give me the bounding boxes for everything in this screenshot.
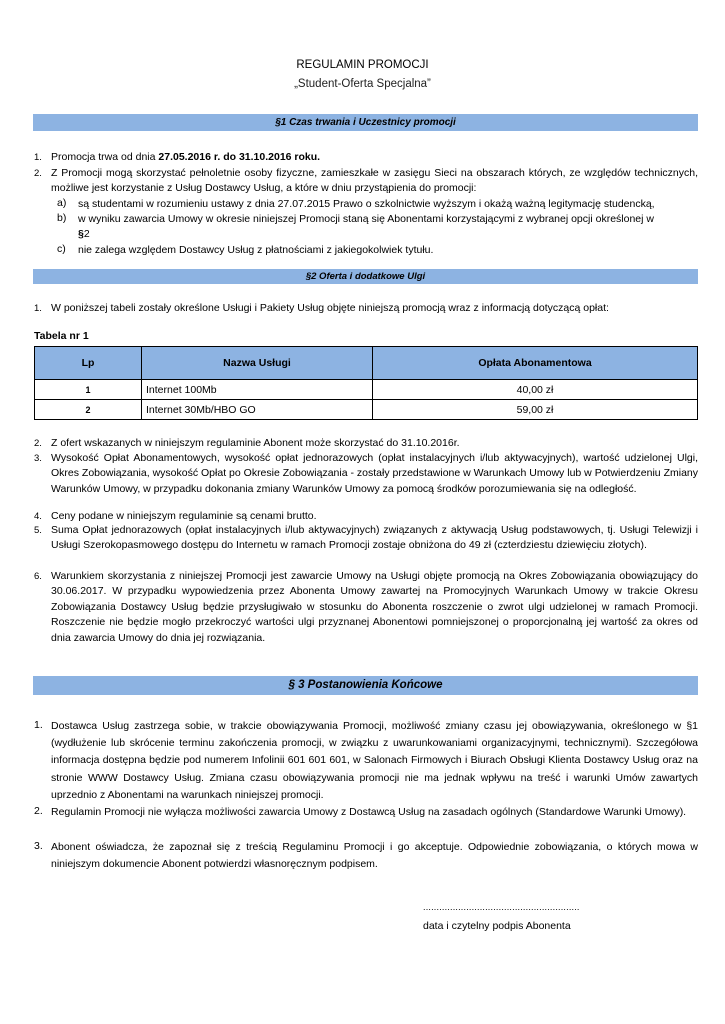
- table-cell-fee: 40,00 zł: [373, 380, 698, 400]
- column-header-fee: Opłata Abonamentowa: [373, 347, 698, 380]
- table-row: [35, 380, 698, 400]
- s1-item1-text: Promocja trwa od dnia 27.05.2016 r. do 31.10.2016 roku.: [51, 151, 321, 163]
- table-cell-lp: 2: [35, 400, 142, 420]
- column-header-lp: Lp: [35, 347, 142, 380]
- s2-item1-text: W poniższej tabeli zostały określone Usługi i Pakiety Usług objęte niniejszą promocją wraz z informacją dotyczącą opłat:: [51, 302, 609, 314]
- services-table: [34, 346, 698, 420]
- s2-item2-number: 2.: [34, 438, 42, 449]
- s3-item1-number: 1.: [34, 719, 43, 731]
- s1-item2-text: Z Promocji mogą skorzystać pełnoletnie osoby fizyczne, zamieszkałe w zasięgu Sieci na obszarach których, ze względów technicznych, możliwe jest korzystanie z Usług Dostawcy Usług, a które w dniu przystąpienia do promocji:: [51, 167, 698, 195]
- section2-heading: §2 Oferta i dodatkowe Ulgi: [33, 269, 698, 284]
- document-title: REGULAMIN PROMOCJI: [296, 59, 429, 71]
- s2-item3-number: 3.: [34, 453, 42, 464]
- s2-item4-text: Ceny podane w niniejszym regulaminie są cenami brutto.: [51, 510, 317, 522]
- s2-item4-number: 4.: [34, 511, 42, 522]
- table-cell-service: Internet 100Mb: [142, 380, 373, 400]
- s1-sub-b-letter: b): [57, 212, 67, 224]
- s2-item5-text: Suma Opłat jednorazowych (opłat instalacyjnych i/lub aktywacyjnych) związanych z aktywacją Usług podstawowych, tj. Usługi Telewizji i Usługi Szerokopasmowego dostępu do Internetu w ramach Promocji zostaje obniżona do 49 zł (czterdziestu dziewięciu złotych).: [51, 524, 698, 552]
- s2-item1-number: 1.: [34, 303, 42, 314]
- table-label: Tabela nr 1: [34, 330, 89, 342]
- s2-item6-number: 6.: [34, 571, 42, 582]
- s3-item1-text: Dostawca Usług zastrzega sobie, w trakcie obowiązywania Promocji, możliwość zmiany czasu jej obowiązywania, określonego w §1 (wydłużenie lub skrócenie terminu zakończenia promocji, w związku z uwarunkowaniami organizacyjnymi, technicznymi). Szczegółowa informacja dostępna będzie pod numerem Infolinii 601 601 601, w Salonach Firmowych i Biurach Obsługi Klienta Dostawcy Usług oraz na stronie WWW Dostawcy Usług. Zmiana czasu obowiązywania promocji nie ma jednak wpływu na treść i warunki Umów zawartych uprzednio z Abonentami na warunkach niniejszej promocji.: [51, 720, 698, 801]
- section1-heading: §1 Czas trwania i Uczestnicy promocji: [33, 114, 698, 131]
- s2-item5-number: 5.: [34, 525, 42, 536]
- document-subtitle: „Student-Oferta Specjalna”: [294, 78, 431, 90]
- table-cell-fee: 59,00 zł: [373, 400, 698, 420]
- s2-item6-text: Warunkiem skorzystania z niniejszej Promocji jest zawarcie Umowy na Usługi objęte promocją na Okres Zobowiązania obowiązujący do 30.06.2017. W przypadku wypowiedzenia przez Abonenta Umowy zawartej na Promocyjnych Warunkach Umowy w trakcie Okresu Zobowiązania Dostawcy Usług będzie przysługiwało w stosunku do Abonenta roszczenie o zwrot ulgi udzielonej w ramach Promocji. Roszczenie nie będzie mogło przekroczyć wartości ulgi przyznanej Abonentowi pomniejszonej o proporcjonalną jej wartość za okres od dnia zawarcia Umowy do dnia jej rozwiązania.: [51, 570, 698, 644]
- s3-item2-number: 2.: [34, 805, 43, 817]
- s1-sub-c-letter: c): [57, 243, 66, 255]
- table-header-row: [35, 347, 698, 380]
- table-cell-service: Internet 30Mb/HBO GO: [142, 400, 373, 420]
- s3-item3-text: Abonent oświadcza, że zapoznał się z treścią Regulaminu Promocji i go akceptuje. Odpowiednie zobowiązania, o których mowa w niniejszym dokumencie Abonent potwierdzi własnoręcznym podpisem.: [51, 841, 698, 871]
- section3-heading: § 3 Postanowienia Końcowe: [33, 676, 698, 695]
- s3-item2-text: Regulamin Promocji nie wyłącza możliwości zawarcia Umowy z Dostawcą Usług na zasadach ogólnych (Standardowe Warunki Umowy).: [51, 806, 687, 818]
- s1-sub-b-text: w wyniku zawarcia Umowy w okresie niniejszej Promocji staną się Abonentami korzystającymi z wybranej opcji określonej w §2: [78, 213, 654, 241]
- s1-item1-number: 1.: [34, 152, 42, 163]
- column-header-service: Nazwa Usługi: [142, 347, 373, 380]
- signature-label: data i czytelny podpis Abonenta: [423, 920, 571, 932]
- s1-sub-c-text: nie zalega względem Dostawcy Usług z płatnościami z jakiegokolwiek tytułu.: [78, 244, 434, 256]
- s1-item2-number: 2.: [34, 168, 42, 179]
- s3-item3-number: 3.: [34, 840, 43, 852]
- s1-sub-a-letter: a): [57, 197, 67, 209]
- s2-item3-text: Wysokość Opłat Abonamentowych, wysokość opłat jednorazowych (opłat instalacyjnych i/lub aktywacyjnych), wartość udzielonej Ulgi, Okres Zobowiązania, wysokość Opłat po Okresie Zobowiązania - zostały przedstawione w Warunkach Umowy lub w Potwierdzeniu Zmiany Warunków Umowy, w przypadku dokonania zmiany Warunków Umowy za pomocą środków porozumiewania się na odległość.: [51, 452, 698, 495]
- s1-sub-a-text: są studentami w rozumieniu ustawy z dnia 27.07.2015 Prawo o szkolnictwie wyższym i okażą ważną legitymację studencką,: [78, 198, 655, 210]
- table-cell-lp: 1: [35, 380, 142, 400]
- signature-line: ..........................................................: [423, 902, 580, 912]
- s2-item2-text: Z ofert wskazanych w niniejszym regulaminie Abonent może skorzystać do 31.10.2016r.: [51, 437, 460, 449]
- table-row: [35, 400, 698, 420]
